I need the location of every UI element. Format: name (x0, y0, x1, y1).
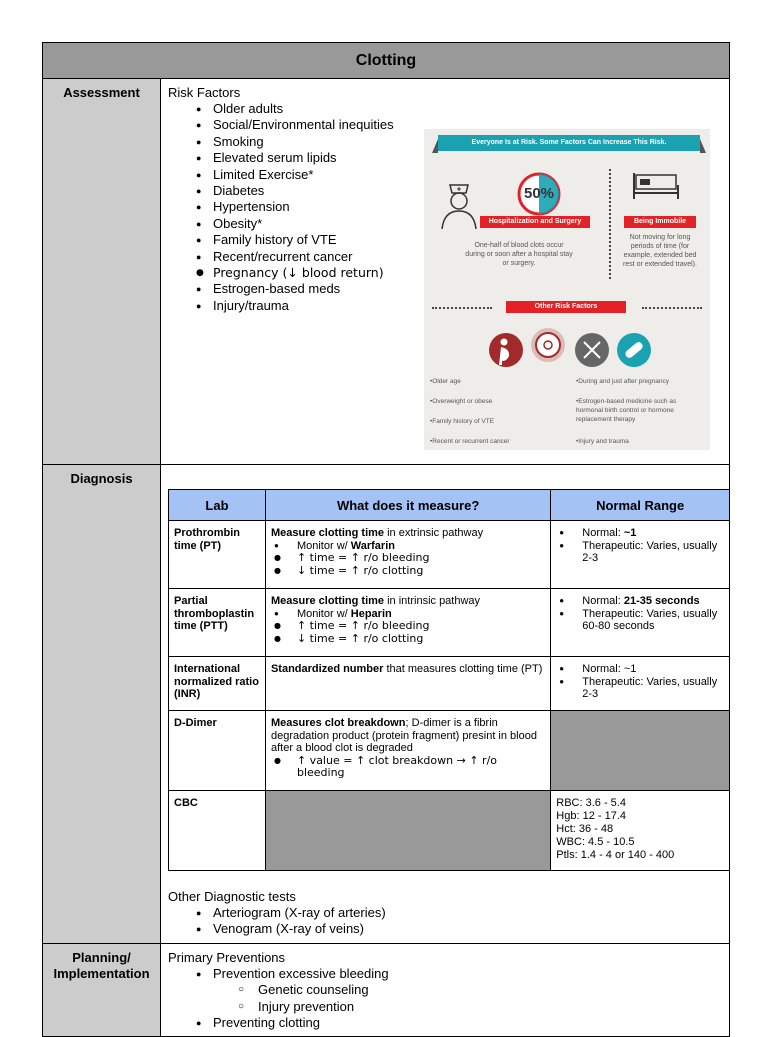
ddimer-measure: Measures clot breakdown; D-dimer is a fibrin degradation product (protein fragment) presint in blood after a blood clot is degraded ● ↑ value = ↑ clot breakdown → ↑ r/o bleeding (265, 711, 550, 791)
bed-icon (632, 171, 682, 201)
hormone-icon (530, 327, 566, 363)
cbc-measure-empty (265, 791, 550, 871)
infographic-banner: Everyone Is at Risk. Some Factors Can Increase This Risk. (438, 135, 700, 151)
list-item: ● Diabetes (168, 183, 723, 199)
nurse-icon (438, 179, 480, 231)
list-item: ● Hypertension (168, 199, 723, 215)
percent-label: 50% (523, 185, 555, 202)
list-item: ● Older adults (168, 101, 723, 117)
table-row (169, 711, 730, 791)
list-item: ● Smoking (168, 134, 723, 150)
immobile-tag: Being Immobile (624, 216, 696, 228)
pt-name: Prothrombin time (PT) (169, 521, 266, 589)
immobile-text: Not moving for long periods of time (for example, extended bed rest or extended travel). (623, 234, 697, 268)
assessment-label: Assessment (43, 79, 161, 464)
list-item: ● Arteriogram (X-ray of arteries) (168, 905, 723, 921)
assessment-row (43, 78, 729, 464)
list-item: ● Prevention excessive bleeding (168, 966, 723, 982)
list-item: ● Limited Exercise* (168, 167, 723, 183)
other-risk-left-list: •Older age •Overweight or obese •Family history of VTE •Recent or recurrent cancer (430, 378, 510, 445)
list-item: ○ Genetic counseling (168, 982, 723, 998)
table-header-row (169, 490, 730, 521)
range-header: Normal Range (551, 490, 730, 521)
planning-label: Planning/ Implementation (43, 944, 161, 1036)
prevention-list (168, 966, 723, 982)
list-item: ● Pregnancy (↓ blood return) (168, 265, 723, 281)
list-item: ● Venogram (X-ray of veins) (168, 921, 723, 937)
measure-header: What does it measure? (265, 490, 550, 521)
inr-range: ● Normal: ~1 ● Therapeutic: Varies, usually 2-3 (551, 657, 730, 711)
list-item: ● Elevated serum lipids (168, 150, 723, 166)
other-tests-list (168, 905, 723, 938)
lab-table (168, 489, 730, 871)
diagnosis-label: Diagnosis (43, 465, 161, 943)
risk-factors-heading: Risk Factors (168, 85, 241, 100)
table-row (169, 657, 730, 711)
primary-preventions-heading: Primary Preventions (168, 950, 286, 965)
dna-icon (574, 332, 610, 368)
prevention-sub-list (168, 982, 723, 1015)
list-item: ● Estrogen-based meds (168, 281, 723, 297)
inr-measure: Standardized number that measures clotting time (PT) (265, 657, 550, 711)
inr-name: International normalized ratio (INR) (169, 657, 266, 711)
ptt-measure: Measure clotting time in intrinsic pathway ● Monitor w/ Heparin ● ↑ time = ↑ r/o bleeding ● ↓ time = ↑ r/o clotting (265, 589, 550, 657)
ptt-name: Partial thromboplastin time (PTT) (169, 589, 266, 657)
ddimer-range-empty (551, 711, 730, 791)
pregnancy-icon (488, 332, 524, 368)
list-item: ● Family history of VTE (168, 232, 723, 248)
table-row (169, 791, 730, 871)
clotting-table (42, 42, 730, 1037)
ptt-range: ● Normal: 21-35 seconds ● Therapeutic: Varies, usually 60-80 seconds (551, 589, 730, 657)
pill-icon (616, 332, 652, 368)
list-item: ● Obesity* (168, 216, 723, 232)
cbc-name: CBC (169, 791, 266, 871)
list-item: ○ Injury prevention (168, 999, 723, 1015)
hospitalization-tag: Hospitalization and Surgery (480, 216, 590, 228)
list-item: ● Injury/trauma (168, 298, 723, 314)
cbc-range: RBC: 3.6 - 5.4 Hgb: 12 - 17.4 Hct: 36 - 48 WBC: 4.5 - 10.5 Ptls: 1.4 - 4 or 140 - 400 (551, 791, 730, 871)
other-tests-heading: Other Diagnostic tests (168, 889, 296, 904)
lab-header: Lab (169, 490, 266, 521)
page-title: Clotting (43, 43, 729, 78)
pt-range: ● Normal: ~1 ● Therapeutic: Varies, usually 2-3 (551, 521, 730, 589)
hospitalization-text: One-half of blood clots occur during or soon after a hospital stay or surgery. (465, 242, 573, 267)
ddimer-name: D-Dimer (169, 711, 266, 791)
table-row (169, 589, 730, 657)
planning-row (43, 943, 729, 1036)
table-row (169, 521, 730, 589)
list-item: ● Social/Environmental inequities (168, 117, 723, 133)
list-item: ● Recent/recurrent cancer (168, 249, 723, 265)
other-risk-right-list: •During and just after pregnancy •Estrogen-based medicine such as hormonal birth control or hormone replacement therapy •Injury and trauma (576, 378, 677, 445)
other-risk-tag: Other Risk Factors (506, 301, 626, 313)
list-item: ● Preventing clotting (168, 1015, 723, 1031)
diagnosis-row (43, 464, 729, 943)
risk-infographic (424, 129, 710, 450)
pt-measure: Measure clotting time in extrinsic pathway ● Monitor w/ Warfarin ● ↑ time = ↑ r/o bleeding ● ↓ time = ↑ r/o clotting (265, 521, 550, 589)
